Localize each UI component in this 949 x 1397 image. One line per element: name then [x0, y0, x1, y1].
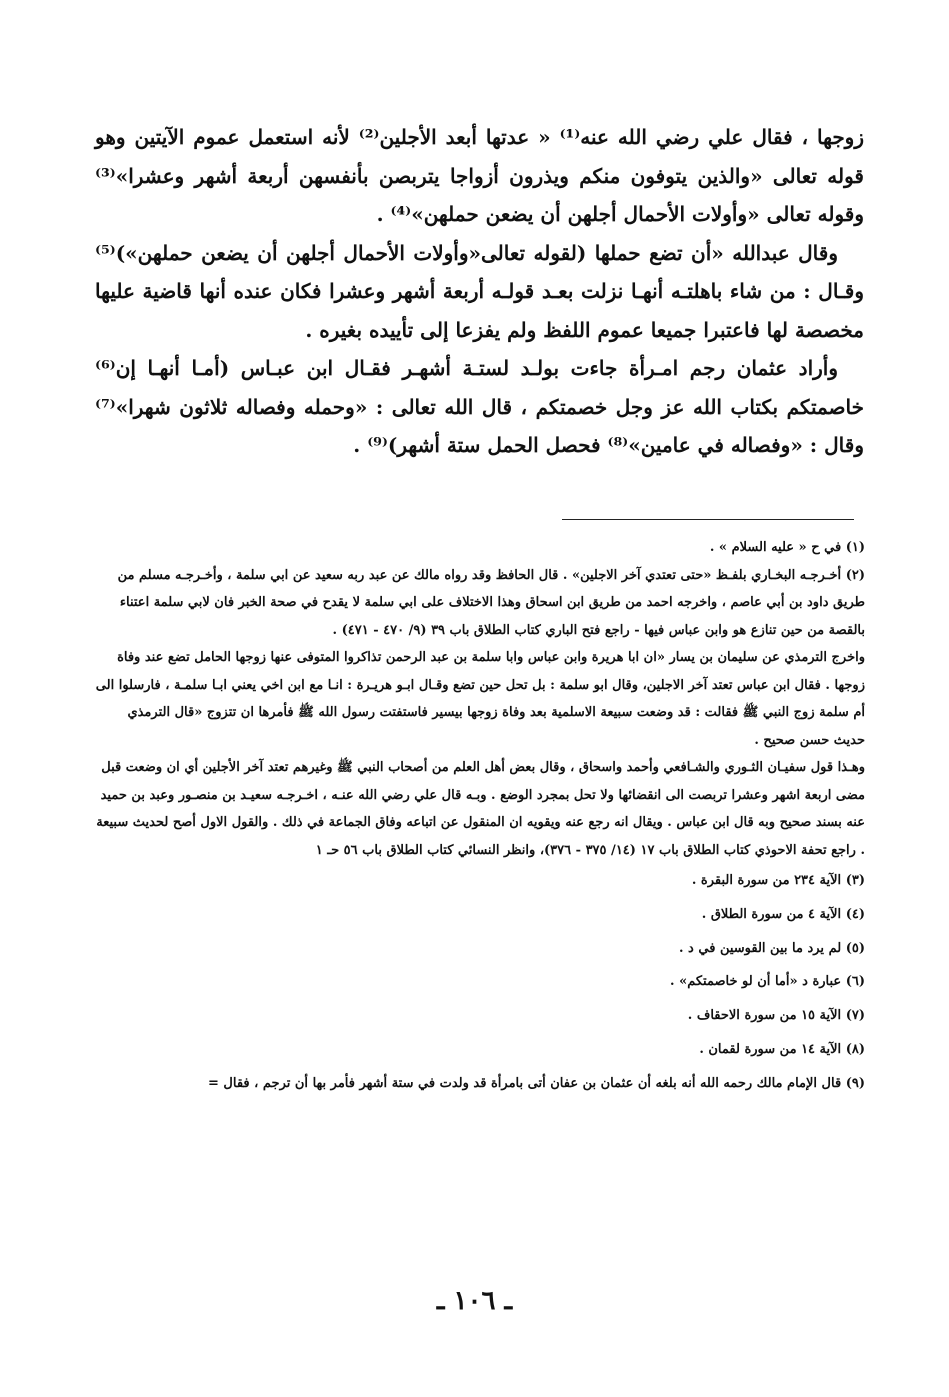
footnote-4: (٤) الآية ٤ من سورة الطلاق .: [701, 906, 865, 922]
paragraph-2: وقال عبدالله «أن تضع حملها (لقوله تعالى«وأولات الأحمال أجلهن أن يضعن حملهن»)⁽⁵⁾ وقـال : من شاء باهلتـه أنهـا نزلت بعـد قولـه أربعة أشهر وعشرا فكان عنده أنها قاضية عليها مخصصة لها فاعتبرا جميعا عموم اللفظ ولم يفزعا إلى تأييده بغيره .: [95, 240, 864, 342]
footnote-9: (٩) قال الإمام مالك رحمه الله أنه بلغه أن عثمان بن عفان أتى بامرأة قد ولدت في ستة أشهر فأمر بها أن ترجم ، فقال =: [208, 1075, 865, 1091]
footnote-1: (١) في ح « عليه السلام » .: [709, 540, 865, 555]
footnotes: [92, 534, 865, 1101]
footnote-2-part-b: واخرج الترمذي عن سليمان بن يسار «ان ابا هريرة وابن عباس وابا سلمة بن عبد الرحمن تذاكروا المتوفى عنها زوجها الحامل تضع عند وفاة زوجها . فقال ابن عباس تعتد آخر الاجلين، وقال ابو سلمة : بل تحل حين تضع وقـال ابـو هريـرة : انـا مع ابن اخي يعني ابـا سلمـة ، فارسلوا الى أم سلمة زوج النبي ﷺ فقالت : قد وضعت سبيعة الاسلمية بعد وفاة زوجها بيسير فاستفتت رسول الله ﷺ فأمرها ان تتزوج «قال الترمذي حديث حسن صحيح .: [95, 650, 865, 748]
footnote-separator: [562, 519, 854, 520]
page-number: ـ ١٠٦ ـ: [436, 1286, 513, 1316]
paragraph-1: زوجها ، فقال علي رضي الله عنه⁽¹⁾ « عدتها أبعد الأجلين⁽²⁾ لأنه استعمل عموم الآيتين وهو قوله تعالى «والذين يتوفون منكم ويذرون أزواجا يتربصن بأنفسهن أربعة أشهر وعشرا»⁽³⁾ وقوله تعالى «وأولات الأحمال أجلهن أن يضعن حملهن»⁽⁴⁾ .: [95, 125, 864, 226]
main-text: [95, 118, 864, 465]
footnote-8: (٨) الآية ١٤ من سورة لقمان .: [699, 1041, 865, 1057]
footnote-3: (٣) الآية ٢٣٤ من سورة البقرة .: [691, 873, 865, 888]
footnote-6: (٦) عبارة د «أما أن لو خاصمتكم» .: [670, 974, 865, 990]
footnote-2-part-c: وهـذا قول سفيـان الثـوري والشـافعي وأحمد واسحاق ، وقال بعض أهل العلم من أصحاب النبي ﷺ وغيرهم تعتد آخر الأجلين أي ان وضعت قبل مضى اربعة اشهر وعشرا تربصت الى انقضائها ولا تحل بمجرد الوضع . وبـه قال علي رضي الله عنـه ، اخـرجـه سعيـد بن منصـور وعبد بن حميد عنه بسند صحيح وبه قال ابن عباس . ويقال انه رجع عنه ويقويه ان المنقول عن اتباعه وفاق الجماعة في ذلك . والقول الاول أصح لحديث سبيعة . راجع تحفة الاحوذي كتاب الطلاق باب ١٧ (١٤/ ٣٧٥ - ٣٧٦)، وانظر النسائي كتاب الطلاق باب ٥٦ حـ ١: [96, 760, 865, 858]
footnote-5: (٥) لم يرد ما بين القوسين في د .: [679, 940, 865, 956]
footnote-2-part-a: (٢) أخـرجـه البخـاري بلفـظ «حتى تعتدي آخر الاجلين» . قال الحافظ وقد رواه مالك عن عبد ربه سعيد عن ابي سلمة ، وأخـرجـه مسلم من طريق داود بن أبي عاصم ، واخرجه احمد من طريق ابن اسحاق وهذا الاختلاف على ابي سلمة لا يقدح في صحة الخبر فان لابي سلمة اعتناء بالقصة من حين تنازع هو وابن عباس فيها - راجع فتح الباري كتاب الطلاق باب ٣٩ (٩/ ٤٧٠ - ٤٧١) .: [117, 567, 865, 638]
paragraph-3: وأراد عثمان رجم امـرأة جاءت بولـد لستـة أشهـر فقـال ابن عبـاس (أمـا أنهـا إن⁽⁶⁾ خاصمتكم بكتاب الله عز وجل خصمتكم ، قال الله تعالى : «وحمله وفصاله ثلاثون شهرا»⁽⁷⁾ وقال : «وفصاله في عامين»⁽⁸⁾ فحصل الحمل ستة أشهر)⁽⁹⁾ .: [95, 356, 864, 457]
footnote-7: (٧) الآية ١٥ من سورة الاحقاف .: [687, 1008, 865, 1024]
